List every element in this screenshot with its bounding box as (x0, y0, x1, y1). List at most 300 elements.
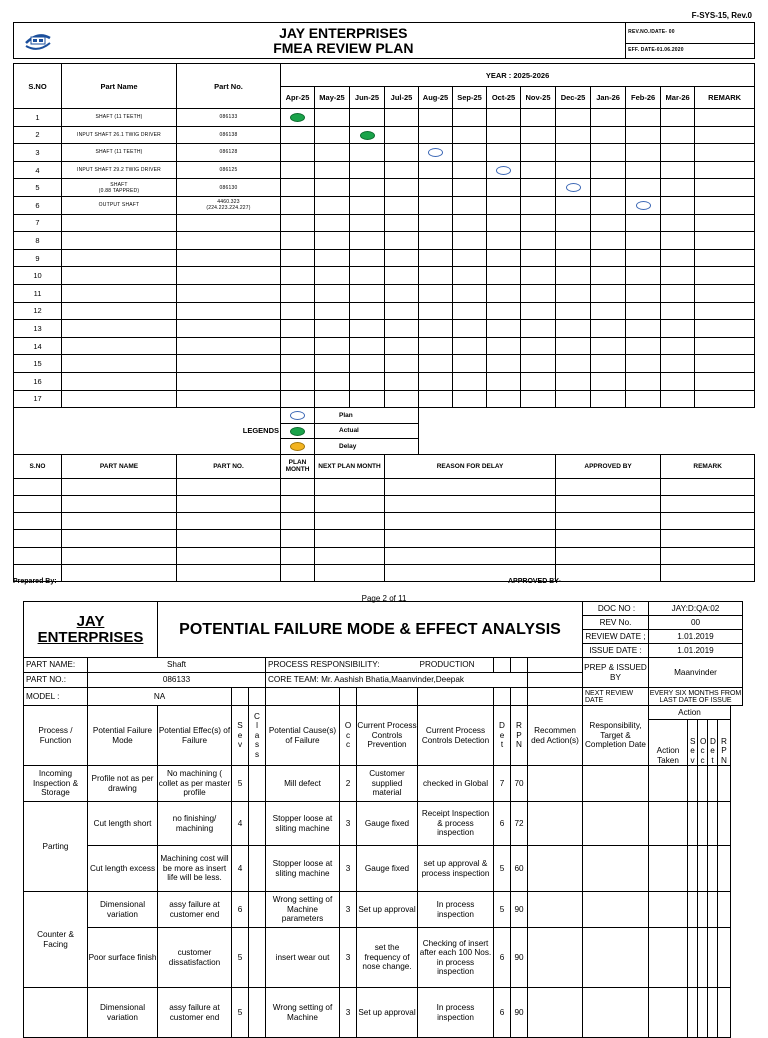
row-part-no (177, 337, 281, 355)
month-cell (487, 284, 521, 302)
col-effect: Potential Effec(s) of Failure (158, 706, 232, 766)
prep-issued-label: PREP & ISSUED BY (583, 658, 649, 688)
fmea-sev: 5 (232, 766, 249, 802)
month-cell (626, 196, 661, 214)
header-part-name: Part Name (62, 64, 177, 109)
fmea-action-cell (708, 892, 718, 928)
fmea-det: 6 (494, 928, 511, 988)
row-remark (695, 126, 755, 144)
month-cell (350, 179, 385, 197)
fmea-sev: 5 (232, 928, 249, 988)
table-row (14, 161, 755, 179)
month-cell (556, 372, 591, 390)
month-cell (350, 196, 385, 214)
month-header: Apr-25 (281, 87, 315, 109)
month-cell (661, 196, 695, 214)
month-cell (487, 179, 521, 197)
delay-cell (281, 478, 315, 495)
fmea-prevention: Customer supplied material (357, 766, 418, 802)
row-part-name (62, 320, 177, 338)
fmea-action-cell (698, 988, 708, 1038)
table-row (14, 390, 755, 408)
row-part-no (177, 390, 281, 408)
month-cell (350, 214, 385, 232)
row-part-name: INPUT SHAFT 29.2 TWIG DRIVER (62, 161, 177, 179)
row-part-name: INPUT SHAFT 26.1 TWIG DRIVER (62, 126, 177, 144)
month-cell (281, 196, 315, 214)
plan-year: YEAR : 2025-2026 (281, 64, 755, 87)
row-part-name (62, 372, 177, 390)
month-cell (521, 320, 556, 338)
fmea-action-cell (698, 892, 708, 928)
col-process: Process / Function (24, 706, 88, 766)
fmea-sev: 4 (232, 802, 249, 846)
fmea-effect: assy failure at customer end (158, 988, 232, 1038)
month-cell (315, 144, 350, 162)
delay-header-part-no: PART NO. (177, 454, 281, 478)
fmea-cause: Stopper loose at sliting machine (266, 846, 340, 892)
fmea-rpn: 72 (511, 802, 528, 846)
delay-row (14, 478, 755, 495)
row-part-name (62, 267, 177, 285)
month-cell (661, 355, 695, 373)
fmea-process: Counter & Facing (24, 892, 88, 988)
month-cell (385, 232, 419, 250)
month-cell (661, 284, 695, 302)
month-cell (556, 179, 591, 197)
col-failure-mode: Potential Failure Mode (88, 706, 158, 766)
delay-cell (385, 513, 556, 530)
row-remark (695, 196, 755, 214)
fmea-recommended (528, 928, 583, 988)
month-cell (626, 214, 661, 232)
delay-row (14, 530, 755, 547)
month-cell (626, 109, 661, 127)
month-cell (453, 144, 487, 162)
fmea-title: POTENTIAL FAILURE MODE & EFFECT ANALYSIS (158, 602, 583, 658)
delay-cell (62, 565, 177, 582)
month-cell (556, 302, 591, 320)
month-cell (591, 390, 626, 408)
delay-cell (315, 495, 385, 512)
fmea-effect: assy failure at customer end (158, 892, 232, 928)
fmea-responsibility (583, 766, 649, 802)
month-cell (487, 109, 521, 127)
month-cell (419, 355, 453, 373)
month-cell (487, 390, 521, 408)
month-cell (521, 284, 556, 302)
fmea-responsibility (583, 846, 649, 892)
row-remark (695, 337, 755, 355)
fmea-action-cell (649, 766, 688, 802)
legends-label: LEGENDS (14, 408, 281, 455)
row-remark (695, 390, 755, 408)
table-row (14, 267, 755, 285)
month-cell (556, 126, 591, 144)
table-row (14, 249, 755, 267)
delay-cell (661, 478, 755, 495)
month-cell (487, 196, 521, 214)
month-cell (385, 320, 419, 338)
row-part-name (62, 302, 177, 320)
month-cell (350, 109, 385, 127)
fmea-action-cell (649, 988, 688, 1038)
month-header: Sep-25 (453, 87, 487, 109)
fmea-detection: Receipt Inspection & process inspection (418, 802, 494, 846)
month-header: Nov-25 (521, 87, 556, 109)
fmea-action-cell (708, 928, 718, 988)
fmea-failure-mode: Dimensional variation (88, 892, 158, 928)
month-cell (281, 390, 315, 408)
fmea-action-cell (688, 846, 698, 892)
prepared-by: Prepared By: (13, 578, 57, 585)
row-remark (695, 320, 755, 338)
row-sno: 7 (14, 214, 62, 232)
table-row (14, 144, 755, 162)
fmea-prevention: Gauge fixed (357, 846, 418, 892)
month-cell (591, 179, 626, 197)
delay-cell (62, 513, 177, 530)
fmea-action-cell (698, 846, 708, 892)
delay-cell (177, 513, 281, 530)
month-cell (626, 284, 661, 302)
plan-marker (566, 183, 581, 192)
col-rpn: R P N (511, 706, 528, 766)
fmea-occ: 3 (340, 802, 357, 846)
month-cell (419, 232, 453, 250)
rev-no-date: REV.NO./DATE- 00 (626, 26, 754, 44)
month-cell (419, 144, 453, 162)
month-cell (385, 161, 419, 179)
delay-header-sno: S.NO (14, 454, 62, 478)
col-detection: Current Process Controls Detection (418, 706, 494, 766)
month-cell (487, 126, 521, 144)
fmea-effect: no finishing/ machining (158, 802, 232, 846)
month-header: Oct-25 (487, 87, 521, 109)
delay-cell (281, 530, 315, 547)
company-name: JAY ENTERPRISES (279, 24, 408, 41)
fmea-sev: 5 (232, 988, 249, 1038)
month-cell (521, 196, 556, 214)
row-part-no: 086125 (177, 161, 281, 179)
table-row (14, 179, 755, 197)
month-cell (591, 302, 626, 320)
month-cell (591, 214, 626, 232)
delay-cell (62, 478, 177, 495)
row-part-name (62, 214, 177, 232)
month-cell (591, 355, 626, 373)
fmea-occ: 3 (340, 846, 357, 892)
col-recommended: Recommen ded Action(s) (528, 706, 583, 766)
col-det: D e t (494, 706, 511, 766)
delay-cell (14, 530, 62, 547)
col-responsibility: Responsibility, Target & Completion Date (583, 706, 649, 766)
month-cell (661, 372, 695, 390)
plan-legend-icon (290, 411, 305, 420)
row-part-no (177, 284, 281, 302)
fmea-det: 6 (494, 802, 511, 846)
row-remark (695, 267, 755, 285)
core-team: CORE TEAM: Mr. Aashish Bhatia,Maanvinder,Deepak (266, 673, 528, 688)
month-cell (487, 337, 521, 355)
month-cell (521, 144, 556, 162)
fmea-responsibility (583, 988, 649, 1038)
month-cell (315, 337, 350, 355)
delay-cell (556, 513, 661, 530)
month-cell (453, 267, 487, 285)
legend-icon-cell (281, 408, 315, 424)
month-cell (487, 214, 521, 232)
fmea-action-cell (688, 766, 698, 802)
fmea-occ: 3 (340, 892, 357, 928)
month-cell (453, 249, 487, 267)
delay-cell (177, 495, 281, 512)
fmea-effect: Machining cost will be more as insert life will be less. (158, 846, 232, 892)
fmea-class (249, 988, 266, 1038)
month-cell (350, 284, 385, 302)
row-sno: 8 (14, 232, 62, 250)
month-cell (521, 302, 556, 320)
process-resp-label: PROCESS RESPONSIBILITY: (266, 658, 418, 673)
delay-cell (315, 547, 385, 564)
delay-cell (661, 530, 755, 547)
month-cell (591, 284, 626, 302)
month-cell (350, 372, 385, 390)
delay-cell (62, 495, 177, 512)
table-row (14, 320, 755, 338)
delay-row (14, 565, 755, 582)
month-cell (521, 355, 556, 373)
delay-cell (281, 547, 315, 564)
month-cell (591, 337, 626, 355)
month-cell (350, 161, 385, 179)
month-header: Feb-26 (626, 87, 661, 109)
month-cell (453, 302, 487, 320)
row-sno: 6 (14, 196, 62, 214)
month-cell (453, 196, 487, 214)
table-row (14, 284, 755, 302)
actual-marker (360, 131, 375, 140)
month-cell (453, 284, 487, 302)
row-part-no: 4460.323 (224.223.224.227) (177, 196, 281, 214)
fmea-process: Parting (24, 802, 88, 892)
row-part-name: SHAFT (0.88 TAPPRED) (62, 179, 177, 197)
month-cell (556, 267, 591, 285)
month-cell (281, 355, 315, 373)
fmea-action-cell (708, 988, 718, 1038)
legend-icon-cell (281, 423, 315, 439)
month-cell (350, 337, 385, 355)
issue-date: 1.01.2019 (649, 644, 743, 658)
month-cell (315, 109, 350, 127)
month-header: May-25 (315, 87, 350, 109)
fmea-recommended (528, 802, 583, 846)
month-cell (591, 249, 626, 267)
month-cell (281, 161, 315, 179)
month-cell (419, 284, 453, 302)
row-sno: 11 (14, 284, 62, 302)
table-row (14, 302, 755, 320)
month-cell (453, 372, 487, 390)
fmea-det: 6 (494, 988, 511, 1038)
month-cell (626, 179, 661, 197)
month-cell (487, 320, 521, 338)
doc-no-label: DOC NO : (583, 602, 649, 616)
month-cell (419, 302, 453, 320)
month-header: Jan-26 (591, 87, 626, 109)
month-header: Jun-25 (350, 87, 385, 109)
col-action: Action (649, 706, 731, 720)
header-part-no: Part No. (177, 64, 281, 109)
month-cell (315, 232, 350, 250)
col-occ: O c c (340, 706, 357, 766)
fmea-process: Incoming Inspection & Storage (24, 766, 88, 802)
fmea-rpn: 90 (511, 988, 528, 1038)
delay-cell (556, 547, 661, 564)
fmea-action-cell (649, 892, 688, 928)
month-cell (453, 320, 487, 338)
month-cell (521, 109, 556, 127)
fmea-prevention: Set up approval (357, 988, 418, 1038)
month-cell (626, 302, 661, 320)
page-title: FMEA REVIEW PLAN (273, 39, 414, 56)
month-cell (315, 179, 350, 197)
month-cell (350, 232, 385, 250)
month-cell (419, 337, 453, 355)
month-cell (385, 144, 419, 162)
row-part-no (177, 372, 281, 390)
month-cell (661, 267, 695, 285)
fmea-occ: 3 (340, 988, 357, 1038)
table-row (14, 232, 755, 250)
fmea-action-cell (718, 988, 731, 1038)
fmea-effect: No machining ( collet as per master profile (158, 766, 232, 802)
row-remark (695, 372, 755, 390)
fmea-det: 5 (494, 892, 511, 928)
month-cell (661, 320, 695, 338)
month-cell (487, 249, 521, 267)
model-label: MODEL : (24, 688, 88, 706)
month-cell (281, 302, 315, 320)
month-cell (419, 267, 453, 285)
delay-header-next-plan: NEXT PLAN MONTH (315, 454, 385, 478)
process-resp: PRODUCTION (418, 658, 494, 673)
row-part-name (62, 249, 177, 267)
row-sno: 3 (14, 144, 62, 162)
row-sno: 12 (14, 302, 62, 320)
delay-cell (315, 513, 385, 530)
legend-text: Actual (315, 423, 419, 439)
fmea-occ: 3 (340, 928, 357, 988)
fmea-cause: Wrong setting of Machine parameters (266, 892, 340, 928)
row-part-no (177, 214, 281, 232)
fmea-prevention: Gauge fixed (357, 802, 418, 846)
fmea-cause: Mill defect (266, 766, 340, 802)
delay-cell (385, 478, 556, 495)
month-cell (453, 126, 487, 144)
month-cell (661, 126, 695, 144)
row-sno: 17 (14, 390, 62, 408)
table-row (14, 109, 755, 127)
fmea-row (24, 802, 743, 846)
month-cell (556, 249, 591, 267)
fmea-action-cell (718, 766, 731, 802)
month-cell (385, 390, 419, 408)
month-cell (521, 390, 556, 408)
delay-cell (556, 478, 661, 495)
month-cell (350, 355, 385, 373)
rev-no: 00 (649, 616, 743, 630)
prep-issued: Maanvinder (649, 658, 743, 688)
month-cell (626, 372, 661, 390)
doc-no: JAY:D:QA:02 (649, 602, 743, 616)
delay-cell (62, 547, 177, 564)
month-cell (591, 372, 626, 390)
month-cell (521, 161, 556, 179)
month-cell (315, 372, 350, 390)
fmea-detection: checked in Global (418, 766, 494, 802)
month-cell (315, 284, 350, 302)
delay-cell (281, 565, 315, 582)
month-cell (385, 249, 419, 267)
legend-row (14, 408, 755, 424)
row-part-name (62, 232, 177, 250)
delay-header-approved: APPROVED BY (556, 454, 661, 478)
row-part-name (62, 284, 177, 302)
delay-cell (177, 547, 281, 564)
month-cell (487, 302, 521, 320)
month-cell (661, 390, 695, 408)
row-part-name: SHAFT (11 TEETH) (62, 144, 177, 162)
month-cell (521, 337, 556, 355)
month-header: Dec-25 (556, 87, 591, 109)
month-cell (419, 179, 453, 197)
fmea-action-cell (649, 928, 688, 988)
month-cell (487, 267, 521, 285)
fmea-sev: 6 (232, 892, 249, 928)
month-cell (556, 214, 591, 232)
fmea-process (24, 988, 88, 1038)
month-cell (556, 109, 591, 127)
delay-cell (281, 495, 315, 512)
fmea-rpn: 70 (511, 766, 528, 802)
next-review: EVERY SIX MONTHS FROM LAST DATE OF ISSUE (649, 689, 742, 704)
header-remark: REMARK (695, 87, 755, 109)
col-action-rpn: R P N (718, 720, 731, 766)
row-remark (695, 144, 755, 162)
delay-cell (661, 513, 755, 530)
fmea-action-cell (688, 988, 698, 1038)
month-cell (315, 320, 350, 338)
delay-header-part-name: PART NAME (62, 454, 177, 478)
actual-marker (290, 113, 305, 122)
month-cell (385, 179, 419, 197)
fmea-rpn: 90 (511, 892, 528, 928)
row-sno: 4 (14, 161, 62, 179)
month-cell (350, 302, 385, 320)
row-remark (695, 355, 755, 373)
page-number: Page 2 of 11 (361, 594, 407, 603)
month-cell (591, 109, 626, 127)
delay-row (14, 495, 755, 512)
delay-cell (315, 530, 385, 547)
fmea-responsibility (583, 892, 649, 928)
plan-marker (428, 148, 443, 157)
row-part-name (62, 337, 177, 355)
plan-marker (496, 166, 511, 175)
month-cell (350, 320, 385, 338)
row-sno: 16 (14, 372, 62, 390)
